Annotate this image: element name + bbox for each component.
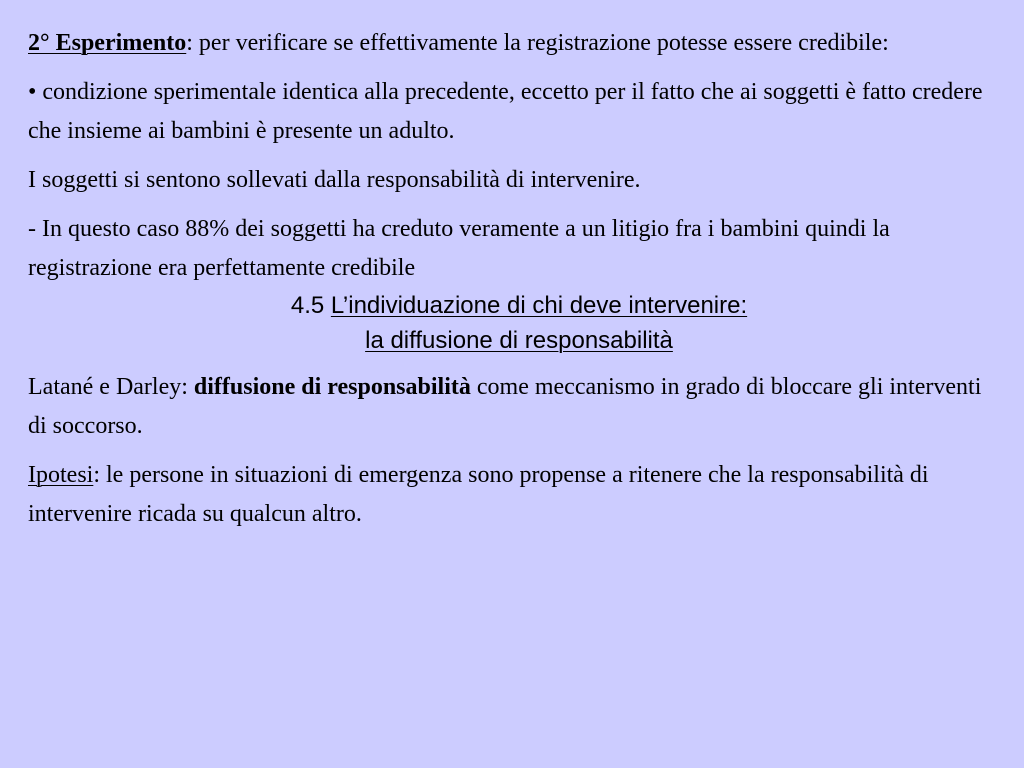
section-title-line2: la diffusione di responsabilità: [365, 327, 673, 354]
experiment-title: 2° Esperimento: [28, 30, 187, 56]
experiment-paragraph: [28, 24, 1000, 63]
hypothesis-label: Ipotesi: [28, 462, 94, 488]
slide-content: [28, 24, 1000, 534]
hypothesis-text: le persone in situazioni di emergenza sono propense a ritenere che la responsabilità di intervenire ricada su qualcun altro.: [28, 462, 929, 527]
section-heading-line1: [38, 288, 1000, 323]
latane-prefix: Latané e Darley:: [28, 374, 194, 400]
result-paragraph: - In questo caso 88% dei soggetti ha creduto veramente a un litigio fra i bambini quindi la registrazione era perfettamente credibile: [28, 216, 890, 281]
relief-sentence: I soggetti si sentono sollevati dalla responsabilità di intervenire.: [28, 167, 641, 193]
section-title-line1: L’individuazione di chi deve intervenire:: [330, 292, 748, 319]
bullet-condition: • condizione sperimentale identica alla precedente, eccetto per il fatto che ai soggetti è fatto credere che insieme ai bambini è presente un adulto.: [28, 79, 983, 144]
section-heading: [28, 288, 1000, 358]
hypothesis-colon: :: [93, 462, 100, 488]
hypothesis-paragraph: [28, 456, 1000, 534]
experiment-colon: :: [186, 30, 193, 56]
section-number: 4.5: [290, 292, 331, 319]
latane-paragraph: [28, 368, 1000, 446]
experiment-text: per verificare se effettivamente la registrazione potesse essere credibile:: [192, 30, 889, 56]
latane-bold-term: diffusione di responsabilità: [193, 374, 471, 400]
latane-suffix: come meccanismo in grado di bloccare gli interventi di soccorso.: [28, 374, 982, 439]
